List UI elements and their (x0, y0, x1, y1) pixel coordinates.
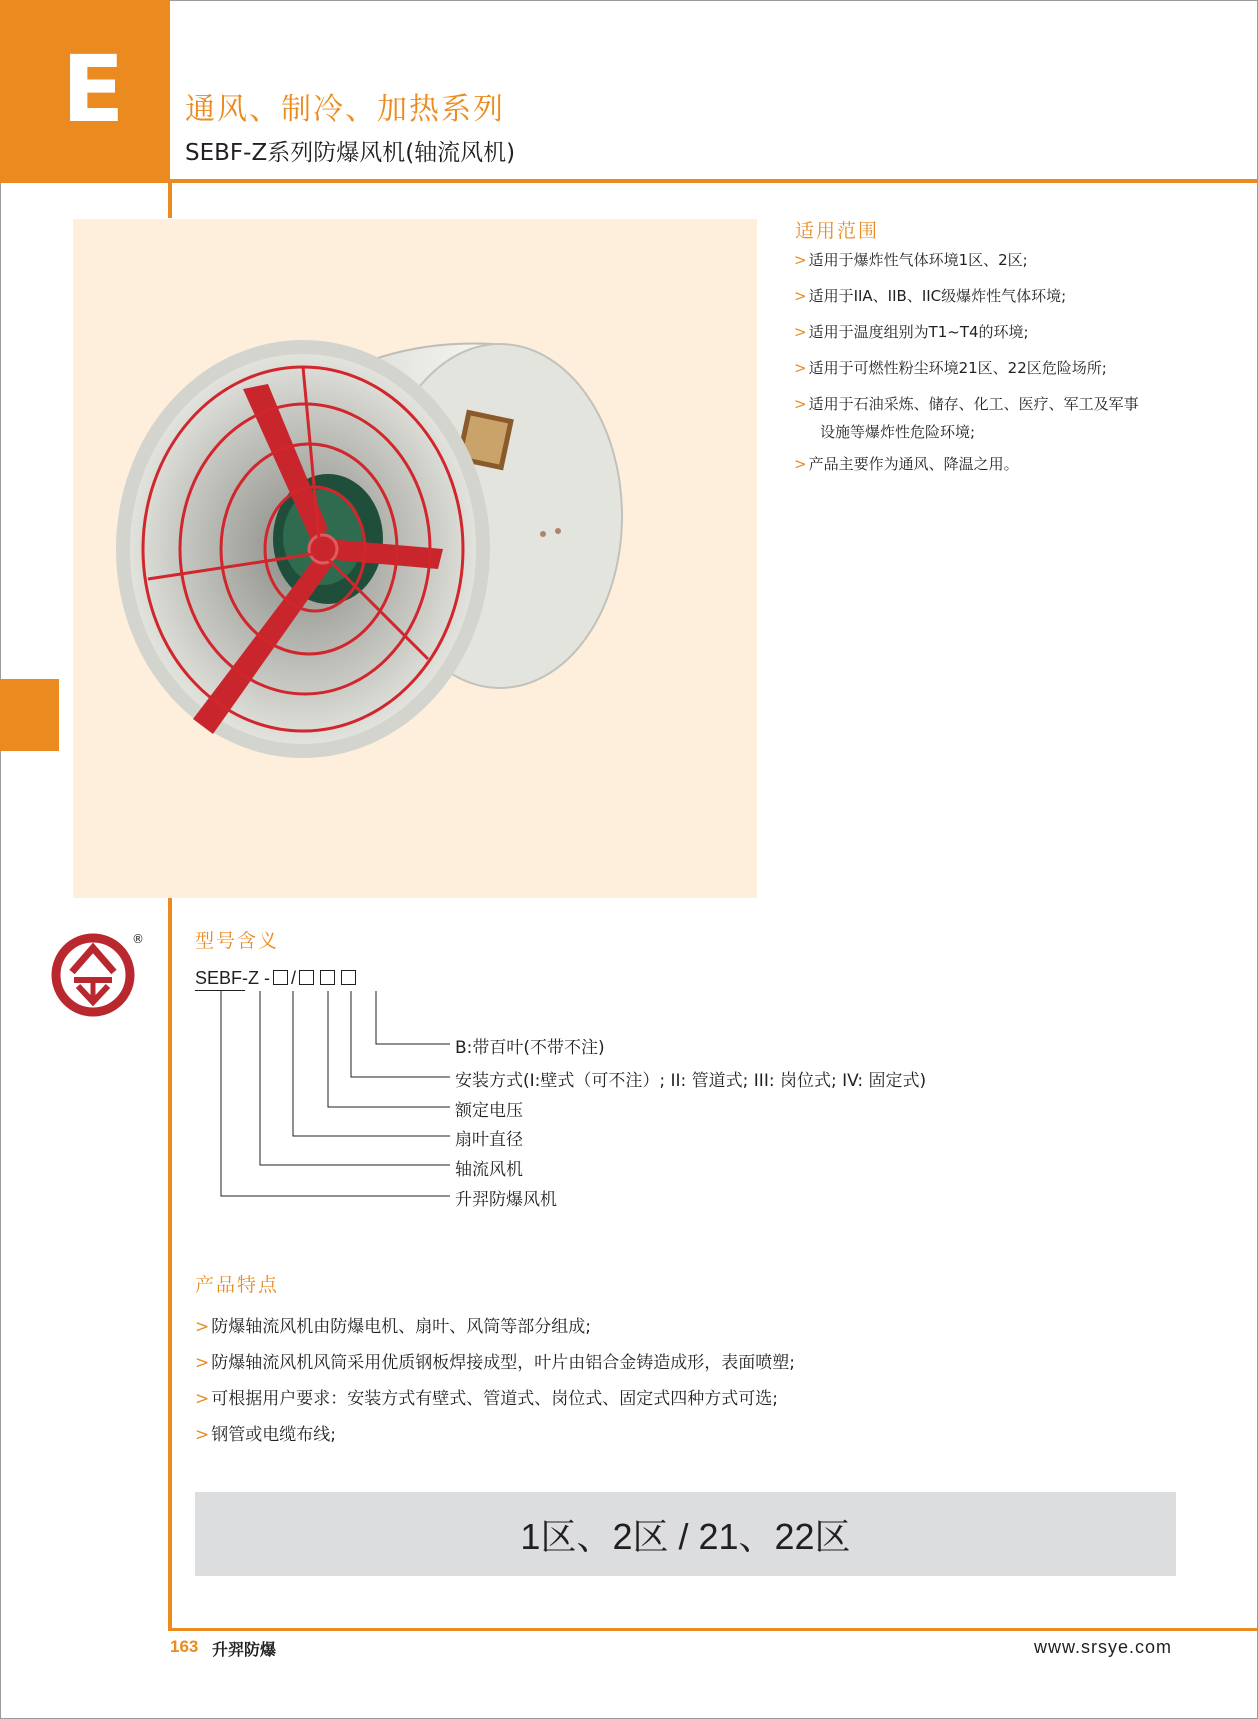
bullet-marker: > (195, 1389, 210, 1409)
scope-heading: 适用范围 (795, 220, 880, 242)
category-title: 通风、制冷、加热系列 (185, 92, 505, 127)
brand-logo (50, 932, 136, 1022)
header-divider (170, 179, 1258, 183)
list-item (794, 394, 1194, 442)
footer-brand: 升羿防爆 (212, 1640, 277, 1659)
model-code-dash: - (264, 968, 271, 988)
list-item-continuation: 设施等爆炸性危险环境; (820, 423, 976, 441)
bullet-marker: > (794, 287, 807, 305)
features-list (195, 1316, 795, 1460)
bullet-marker: > (195, 1317, 210, 1337)
scope-list (794, 250, 1194, 490)
list-item (794, 250, 1194, 270)
bullet-marker: > (794, 395, 807, 413)
list-item (794, 454, 1194, 474)
bullet-marker: > (794, 359, 807, 377)
list-item-text: 适用于IIA、IIB、IIC级爆炸性气体环境; (808, 287, 1067, 305)
list-item-text: 防爆轴流风机由防爆电机、扇叶、风筒等部分组成; (211, 1317, 591, 1337)
code-slot-box (273, 970, 288, 985)
list-item-text: 适用于温度组别为T1~T4的环境; (808, 323, 1029, 341)
list-item (794, 286, 1194, 306)
list-item (794, 358, 1194, 378)
product-title: SEBF-Z系列防爆风机(轴流风机) (185, 140, 516, 166)
model-code-slash: / (291, 968, 297, 988)
list-item-text: 产品主要作为通风、降温之用。 (808, 455, 1019, 473)
list-item (195, 1388, 795, 1410)
axial-fan-illustration (73, 219, 757, 898)
code-slot-box (341, 970, 356, 985)
page-number: 163 (170, 1637, 199, 1656)
code-slot-box (299, 970, 314, 985)
bullet-marker: > (794, 323, 807, 341)
list-item-text: 可根据用户要求：安装方式有壁式、管道式、岗位式、固定式四种方式可选; (211, 1389, 778, 1409)
legend-blade-diameter: 扇叶直径 (455, 1130, 523, 1150)
bullet-marker: > (794, 455, 807, 473)
code-slot-box (320, 970, 335, 985)
product-photo (73, 219, 757, 898)
list-item-text: 适用于可燃性粉尘环境21区、22区危险场所; (808, 359, 1107, 377)
model-code-prefix: SEBF-Z (195, 968, 260, 988)
list-item-text: 适用于石油采炼、储存、化工、医疗、军工及军事 (808, 395, 1139, 413)
section-letter: E (61, 36, 125, 143)
legend-brand-fan: 升羿防爆风机 (455, 1190, 557, 1210)
website-link[interactable]: www.srsye.com (1034, 1637, 1173, 1657)
list-item (195, 1352, 795, 1374)
model-heading: 型号含义 (195, 930, 280, 952)
bullet-marker: > (195, 1353, 210, 1373)
bullet-marker: > (794, 251, 807, 269)
legend-rated-voltage: 额定电压 (455, 1101, 523, 1121)
side-rule-top (168, 183, 172, 218)
model-code (195, 968, 359, 989)
model-code-underline (195, 990, 245, 991)
registered-mark: ® (132, 932, 144, 946)
list-item (195, 1424, 795, 1446)
list-item-text: 适用于爆炸性气体环境1区、2区; (808, 251, 1028, 269)
legend-axial-fan: 轴流风机 (455, 1160, 523, 1180)
legend-install-type: 安装方式(I:壁式（可不注）; II: 管道式; III: 岗位式; IV: 固定式) (455, 1071, 927, 1091)
side-rule (168, 898, 172, 1631)
list-item-text: 防爆轴流风机风筒采用优质钢板焊接成型，叶片由铝合金铸造成形，表面喷塑; (211, 1353, 795, 1373)
footer-divider (168, 1628, 1258, 1631)
list-item-text: 钢管或电缆布线; (211, 1425, 336, 1445)
list-item (195, 1316, 795, 1338)
bullet-marker: > (195, 1425, 210, 1445)
logo-emblem-icon (50, 932, 136, 1018)
features-heading: 产品特点 (195, 1274, 280, 1296)
list-item (794, 322, 1194, 342)
side-tab (0, 679, 59, 751)
legend-louver: B:带百叶(不带不注) (455, 1038, 605, 1058)
zone-banner: 1区、2区 / 21、22区 (195, 1492, 1176, 1576)
